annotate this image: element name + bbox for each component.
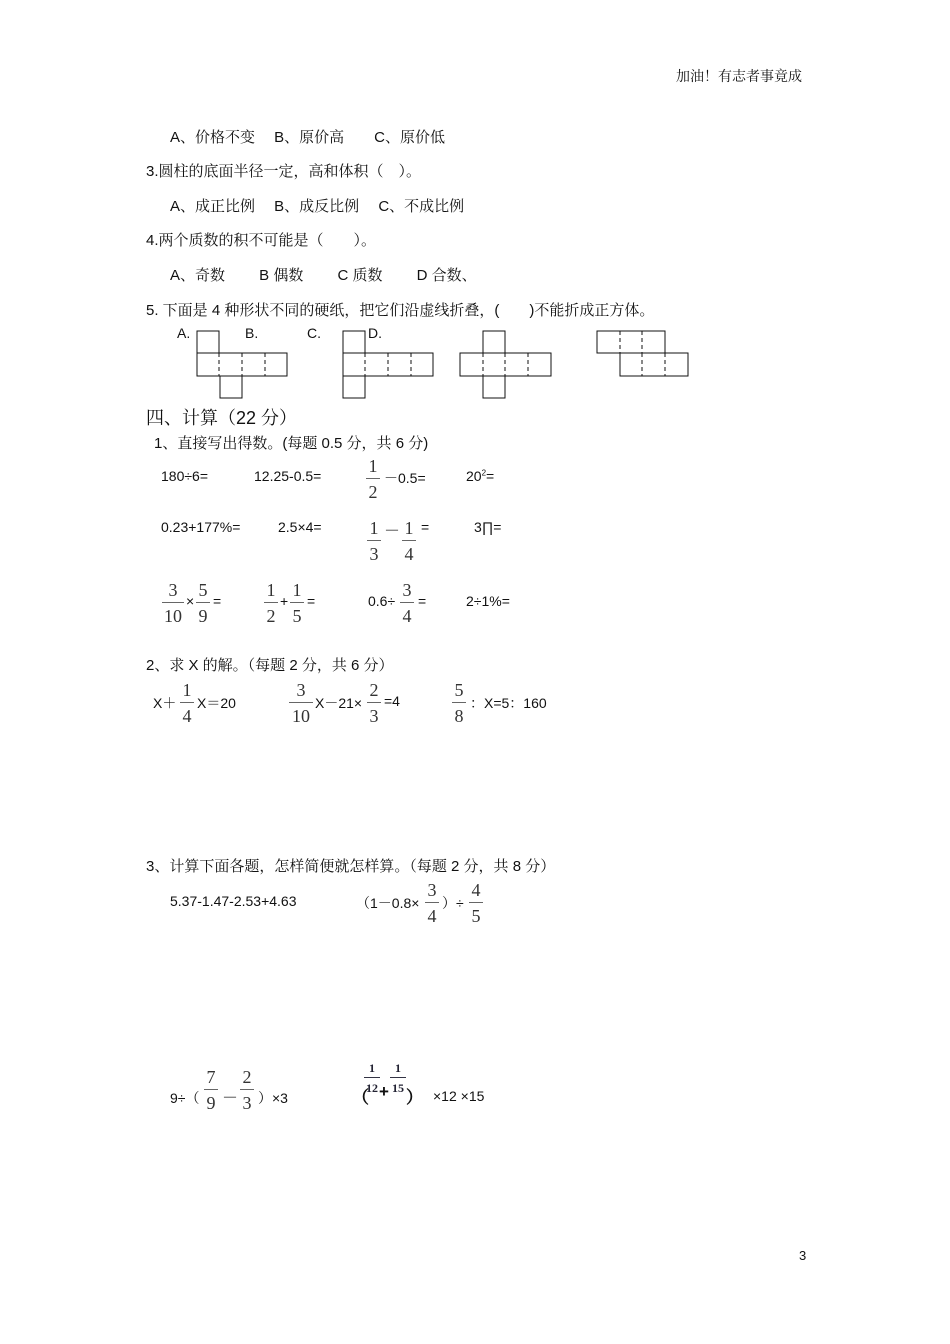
q3-options: A、成正比例 B、成反比例 C、不成比例 bbox=[170, 198, 465, 215]
p3-expr4-plus: + bbox=[379, 1082, 389, 1101]
net-label-a: A. bbox=[177, 325, 191, 341]
calc-2-1: 0.23+177%= bbox=[161, 519, 241, 535]
p3-expr3-frac-b: 2 3 bbox=[240, 1068, 254, 1112]
part2-heading: 2、求 X 的解。（每题 2 分，共 6 分） bbox=[146, 657, 394, 674]
q4-text: 4.两个质数的积不可能是（ ）。 bbox=[146, 232, 377, 249]
header-motto: 加油！有志者事竟成 bbox=[676, 70, 802, 85]
p3-expr2-frac-b: 4 5 bbox=[469, 881, 483, 925]
eq1-pre: X＋ bbox=[153, 695, 177, 711]
calc-1-4: $20^2=$ bbox=[466, 468, 495, 484]
cube-net-d bbox=[597, 331, 688, 376]
fraction-5-9: 5 9 bbox=[196, 581, 210, 625]
eq1-tail: X＝20 bbox=[197, 695, 236, 711]
calc-1-2: 12.25-0.5= bbox=[254, 468, 322, 484]
q4-options: A、奇数 B 偶数 C 质数 D 合数、 bbox=[170, 267, 477, 284]
times-sign: × bbox=[186, 593, 195, 609]
eq2-tail: =4 bbox=[384, 693, 400, 709]
eq2-mid: X－21× bbox=[315, 695, 363, 711]
p3-expr3-pre: 9÷（ bbox=[170, 1090, 200, 1106]
fraction-half: 1 2 bbox=[366, 457, 380, 501]
fraction-3-10: 3 10 bbox=[164, 580, 182, 626]
p3-expr3-minus: － bbox=[222, 1090, 239, 1107]
cube-net-c bbox=[460, 331, 551, 398]
eq1-fraction: 1 4 bbox=[180, 681, 194, 725]
calc-2-2: 2.5×4= bbox=[278, 519, 322, 535]
p3-expr3-frac-a: 7 9 bbox=[204, 1068, 218, 1112]
minus-sign: － bbox=[384, 523, 401, 540]
p3-expr4-frac-b: 1 15 bbox=[392, 1061, 404, 1095]
calc-3-4: 2÷1%= bbox=[466, 593, 510, 609]
q3-text: 3.圆柱的底面半径一定，高和体积（ ）。 bbox=[146, 163, 422, 180]
p3-expr2-mid: ）÷ bbox=[442, 895, 464, 911]
net-label-c: C. bbox=[307, 325, 321, 341]
eq2-fraction-b: 2 3 bbox=[367, 681, 381, 725]
q5-text: 5. 下面是 4 种形状不同的硬纸，把它们沿虚线折叠，( )不能折成正方体。 bbox=[146, 302, 655, 319]
p3-expr2-pre: （1－0.8× bbox=[356, 895, 420, 911]
calc-1-3-tail: －0.5= bbox=[384, 470, 426, 486]
q2-options: A、价格不变 B、原价高 C、原价低 bbox=[170, 129, 446, 146]
calc-3-3-eq: = bbox=[418, 593, 427, 609]
eq3-fraction: 5 8 bbox=[452, 681, 466, 725]
fraction-quarter: 1 4 bbox=[402, 519, 416, 563]
p3-expr4-close: ） bbox=[406, 1088, 423, 1107]
p3-expr4-tail: ×12 ×15 bbox=[433, 1088, 485, 1104]
page-number: 3 bbox=[799, 1248, 807, 1263]
part1-heading: 1、直接写出得数。(每题 0.5 分，共 6 分) bbox=[154, 435, 429, 452]
eq3-tail: ：X=5：160 bbox=[470, 695, 547, 711]
calc-2-4: 3∏= bbox=[474, 519, 502, 535]
p3-expr4-frac-a: 1 12 bbox=[366, 1061, 378, 1095]
cube-net-b bbox=[343, 331, 433, 398]
p3-expr2-frac-a: 3 4 bbox=[425, 881, 439, 925]
fraction-1-2: 1 2 bbox=[264, 581, 278, 625]
fraction-1-5: 1 5 bbox=[290, 581, 304, 625]
calc-1-1: 180÷6= bbox=[161, 468, 209, 484]
cube-nets-figure bbox=[190, 326, 700, 402]
net-label-b: B. bbox=[245, 325, 259, 341]
fraction-third: 1 3 bbox=[367, 519, 381, 563]
calc-3-2-eq: = bbox=[307, 593, 316, 609]
plus-sign: + bbox=[280, 593, 289, 609]
p3-expr1: 5.37-1.47-2.53+4.63 bbox=[170, 893, 297, 909]
calc-3-1-eq: = bbox=[213, 593, 222, 609]
section-4-title: 四、计算（22 分） bbox=[146, 408, 298, 428]
calc-2-3-eq: = bbox=[421, 519, 430, 535]
calc-3-3-pre: 0.6÷ bbox=[368, 593, 396, 609]
cube-net-a bbox=[197, 331, 287, 398]
p3-expr3-tail: ）×3 bbox=[258, 1090, 288, 1106]
part3-heading: 3、计算下面各题，怎样简便就怎样算。（每题 2 分，共 8 分） bbox=[146, 858, 556, 875]
eq2-fraction-a: 3 10 bbox=[289, 681, 313, 725]
fraction-3-4: 3 4 bbox=[400, 581, 414, 625]
net-label-d: D. bbox=[368, 325, 382, 341]
p3-expr4-open: （ bbox=[352, 1088, 369, 1107]
